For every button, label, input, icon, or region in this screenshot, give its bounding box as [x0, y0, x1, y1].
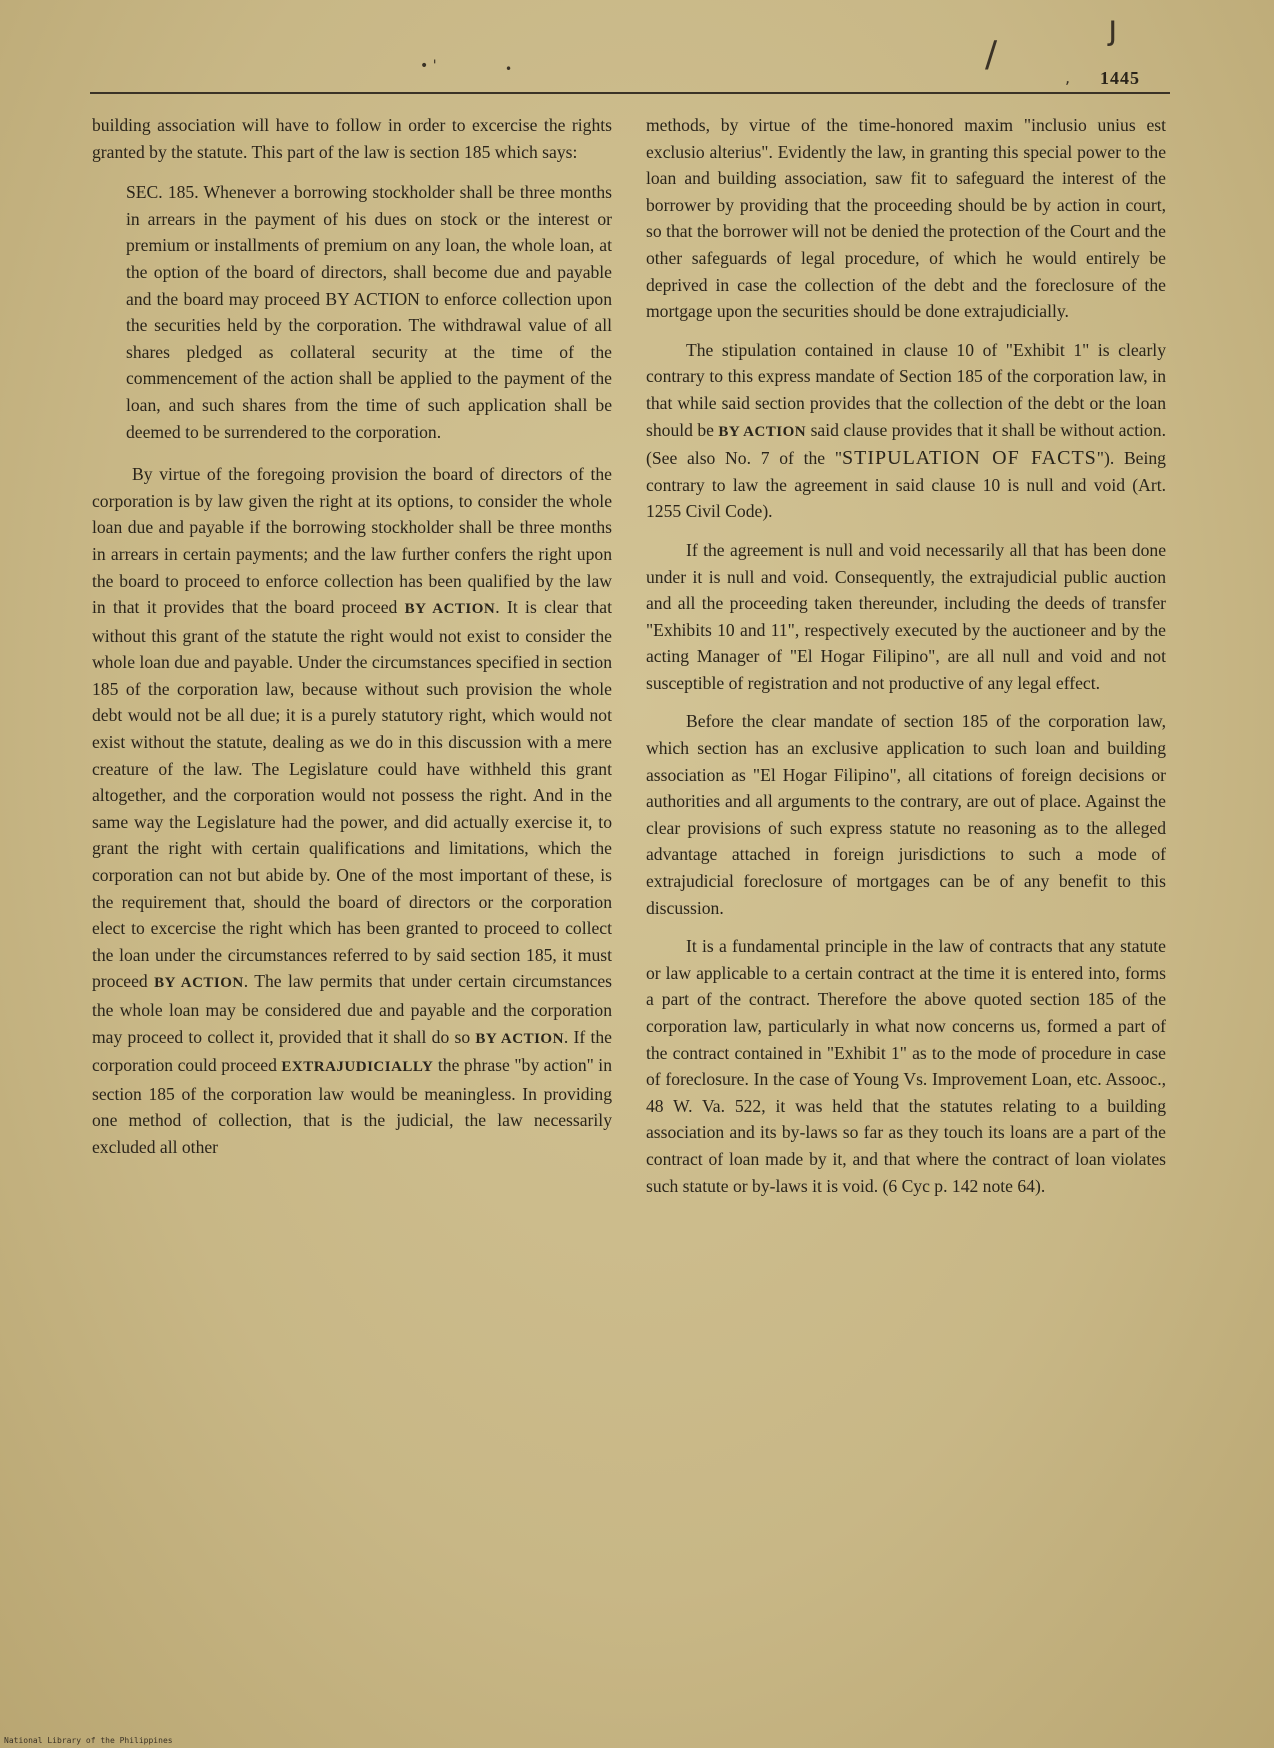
text-run: the phrase "by action" in section 185 of the corporation law would be meaningless. In providing one method of collection, that is the judicial, the law necessarily excluded all other	[92, 1055, 612, 1157]
text-run: "). Being contrary to law the agreement in said clause 10 is null and void (Art. 1255 Civil Code).	[646, 448, 1166, 522]
text-run: . If the corporation could proceed	[92, 1026, 612, 1076]
footer-credit: National Library of the Philippines	[4, 1736, 173, 1745]
speck-mark: • '	[420, 58, 437, 74]
page-number: 1445	[1100, 68, 1140, 88]
emphasis-by-action: BY ACTION	[475, 1030, 564, 1047]
right-column	[646, 112, 1166, 1199]
speck-mark: •	[505, 62, 513, 76]
emphasis-stipulation: STIPULATION OF FACTS	[842, 447, 1097, 470]
paragraph: If the agreement is null and void necessarily all that has been done under it is null and void. Consequently, the extrajudicial public auction and all the proceeding taken thereunder, including the deeds of transfer "Exhibits 10 and 11", respectively executed by the auctioneer and by the acting Manager of "El Hogar Filipino", are all null and void and not susceptible of registration and not productive of any legal effect.	[646, 539, 1166, 693]
statute-quote	[92, 179, 612, 445]
text-run: By virtue of the foregoing provision the board of directors of the corporation is by law given the right at its options, to consider the whole loan due and payable if the borrowing stockholder shall be three months in arrears in certain payments; and the law further confers the right upon the board to proceed to enforce collection has been qualified by the law in that it provides that the board proceed	[92, 464, 612, 618]
emphasis-by-action: BY ACTION	[404, 601, 496, 618]
paragraph: methods, by virtue of the time-honored maxim "inclusio unius est exclusio alterius". Evidently the law, in granting this special power to the loan and building association, saw fit to safeguard the interest of the borrower by providing that the proceeding should be by action in court, so that the borrower will not be denied the protection of the Court and the other safeguards of legal procedure, of which he would entirely be deprived in case the collection of the debt and the foreclosure of the mortgage upon the securities should be done extrajudicially.	[646, 115, 1166, 322]
quote-text: SEC. 185. Whenever a borrowing stockholder shall be three months in arrears in the payment of his dues on stock or the interest or premium or installments of premium on any loan, the whole loan, at the option of the board of directors, shall become due and payable and the board may proceed BY ACTION to enforce collection upon the securities held by the corporation. The withdrawal value of all shares pledged as collateral security at the time of the commencement of the action shall be applied to the payment of the loan, and such shares from the time of such application shall be deemed to be surrendered to the corporation.	[126, 182, 612, 442]
text-run: The stipulation contained in clause 10 of "Exhibit 1" is clearly contrary to this express mandate of Section 185 of the corporation law, in that while said section provides that the collection of the debt or the loan should be	[646, 339, 1166, 440]
margin-mark: ȷ	[1108, 8, 1118, 48]
text-run: . It is clear that without this grant of the statute the right would not exist to consider the whole loan due and payable. Under the circumstances specified in section 185 of the corporation law, because without such provision the whole debt would not be all due; it is a purely statutory right, which would not exist without the statute, dealing as we do in this discussion with a mere creature of the law. The Legislature could have withheld this grant altogether, and the corporation would not possess the right. And in the same way the Legislature had the power, and did actually exercise it, to grant the right with certain qualifications and limitations, which the corporation can not but abide by. One of the most important of these, is the requirement that, should the board of directors or the corporation elect to excercise the right which has been granted to proceed to collect the loan under the circumstances referred to by said section 185, it must proceed	[92, 597, 612, 992]
paragraph	[646, 337, 1166, 525]
speck-mark: ,	[1065, 68, 1071, 87]
text-run: said clause provides that it shall be without action. (See also No. 7 of the "	[646, 419, 1167, 469]
paragraph: building association will have to follow in order to excercise the rights granted by the statute. This part of the law is section 185 which says:	[92, 115, 612, 162]
header-rule	[90, 92, 1170, 94]
text-run: . The law permits that under certain circumstances the whole loan may be considered due and payable and the corporation may proceed to collect it, provided that it shall do so	[92, 971, 612, 1047]
emphasis-by-action: BY ACTION	[154, 975, 244, 992]
paragraph: Before the clear mandate of section 185 of the corporation law, which section has an exclusive application to such loan and building association as "El Hogar Filipino", all citations of foreign decisions or authorities and all arguments to the contrary, are out of place. Against the clear provisions of such express statute no reasoning as to the alleged advantage attached in foreign jurisdictions to such a mode of extrajudicial foreclosure of mortgages can be of any benefit to this discussion.	[646, 711, 1166, 918]
paragraph: It is a fundamental principle in the law of contracts that any statute or law applicable to a certain contract at the time it is entered into, forms a part of the contract. Therefore the above quoted section 185 of the corporation law, particularly in what now concerns us, formed a part of the contract contained in "Exhibit 1" as to the mode of procedure in case of foreclosure. In the case of Young Vs. Improvement Loan, etc. Assooc., 48 W. Va. 522, it was held that the statutes relating to a building association and its by-laws so far as they touch its loans are a part of the contract of loan made by it, and that where the contract of loan violates such statute or by-laws it is void. (6 Cyc p. 142 note 64).	[646, 936, 1166, 1196]
margin-mark: /	[985, 34, 998, 75]
paragraph	[92, 461, 612, 1160]
left-column	[92, 112, 612, 1161]
emphasis-extrajudicially: EXTRAJUDICIALLY	[281, 1059, 434, 1076]
emphasis-by-action: BY ACTION	[718, 423, 807, 440]
